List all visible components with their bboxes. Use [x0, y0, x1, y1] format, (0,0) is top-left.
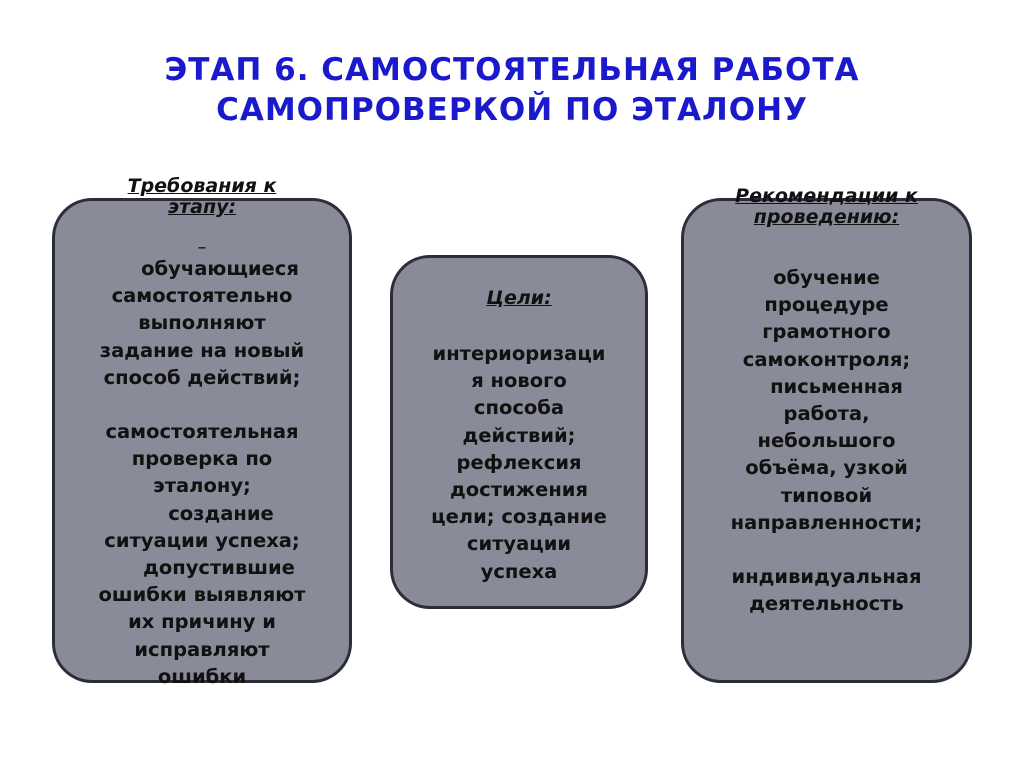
requirements-line: их причину и — [128, 610, 276, 634]
slide-title-line-1: ЭТАП 6. САМОСТОЯТЕЛЬНАЯ РАБОТА — [164, 52, 860, 88]
goals-line: успеха — [480, 559, 558, 583]
requirements-heading-line-1: Требования к — [127, 175, 277, 197]
recommendations-line: письменная — [770, 374, 903, 398]
requirements-heading — [52, 176, 352, 218]
goals-line: цели; создание — [431, 505, 607, 529]
recommendations-heading-line-2: проведению: — [753, 206, 900, 228]
requirements-heading-line-2: этапу: — [167, 196, 237, 218]
recommendations-line: небольшого — [757, 429, 896, 453]
requirements-line: обучающиеся — [141, 257, 299, 280]
recommendations-text — [681, 264, 972, 617]
goals-heading-line: Цели: — [486, 287, 552, 309]
requirements-line: выполняют — [138, 311, 266, 335]
slide-title-line-2: САМОПРОВЕРКОЙ ПО ЭТАЛОНУ — [216, 92, 808, 128]
recommendations-line: обучение — [773, 266, 880, 289]
requirements-line: ошибки — [157, 664, 247, 688]
slide-title — [0, 50, 1024, 130]
requirements-line: проверка по — [131, 447, 273, 471]
recommendations-line: типовой — [780, 483, 873, 507]
recommendations-line: направленности; — [730, 510, 923, 534]
recommendations-line: деятельность — [749, 592, 904, 616]
recommendations-heading — [681, 186, 972, 228]
requirements-dash: _ — [198, 233, 206, 249]
recommendations-line: индивидуальная — [731, 565, 922, 589]
recommendations-line: объёма, узкой — [745, 456, 908, 480]
goals-heading — [390, 288, 648, 309]
recommendations-line — [681, 536, 972, 563]
goals-line: рефлексия — [456, 450, 582, 474]
goals-line: действий; — [462, 423, 576, 447]
requirements-line: исправляют — [134, 637, 270, 661]
requirements-text — [52, 228, 352, 690]
goals-line: интериоризаци — [432, 342, 606, 365]
requirements-line: допустившие — [143, 556, 295, 580]
requirements-line: ситуации успеха; — [104, 528, 300, 552]
recommendations-line: самоконтроля; — [742, 347, 911, 371]
goals-line: ситуации — [466, 532, 572, 556]
goals-line: способа — [473, 396, 565, 420]
recommendations-line: работа, — [783, 402, 870, 426]
requirements-line: создание — [168, 501, 274, 525]
requirements-line — [52, 391, 352, 418]
recommendations-line: грамотного — [762, 320, 891, 344]
requirements-line: ошибки выявляют — [98, 583, 306, 607]
goals-line: достижения — [450, 478, 588, 502]
requirements-line: задание на новый — [99, 338, 305, 362]
recommendations-line: процедуре — [764, 293, 889, 317]
recommendations-heading-line-1: Рекомендации к — [735, 185, 918, 207]
goals-line: я нового — [471, 369, 567, 393]
requirements-line: эталону; — [153, 474, 251, 498]
requirements-line: самостоятельная — [105, 420, 299, 444]
requirements-line: самостоятельно — [111, 284, 293, 308]
goals-text — [390, 340, 648, 585]
requirements-line: способ действий; — [103, 365, 301, 389]
